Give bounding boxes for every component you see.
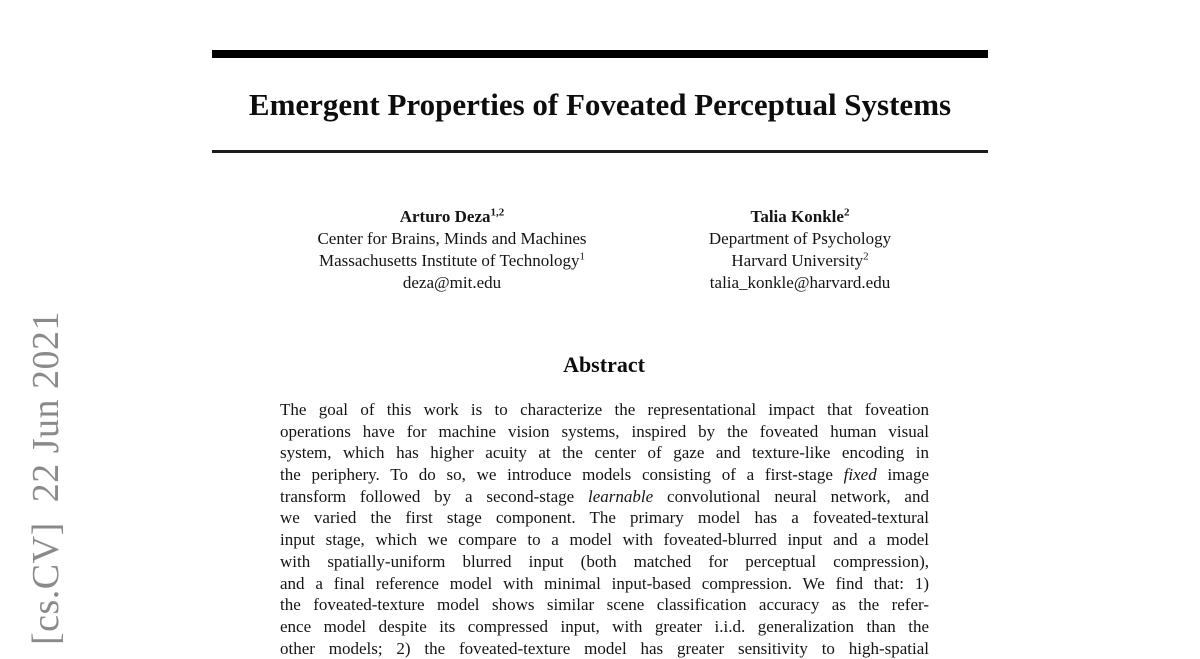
abstract-line: we varied the first stage component. The primary model has a foveated-textural [280, 508, 929, 528]
author-1-department: Center for Brains, Minds and Machines [317, 229, 587, 248]
author-2-institution-text: Harvard University [731, 251, 864, 270]
author-2-email: talia_konkle@harvard.edu [709, 273, 891, 292]
abstract-line: the periphery. To do so, we introduce models consisting of a first-stage fixed image [280, 465, 929, 485]
abstract-line: input stage, which we compare to a model with foveated-blurred input and a model [280, 530, 929, 550]
author-2-institution-superscript: 2 [863, 250, 869, 263]
author-1-institution-superscript: 1 [579, 250, 586, 263]
author-block-1 [272, 206, 632, 294]
abstract-line: and a final reference model with minimal input-based compression. We find that: 1) [280, 573, 929, 593]
abstract-line: The goal of this work is to characterize the representational impact that foveation [280, 400, 929, 419]
abstract-line: transform followed by a second-stage learnable convolutional neural network, and [280, 486, 929, 506]
author-1-name-superscript: 1,2 [490, 206, 505, 219]
abstract-line: operations have for machine vision systems, inspired by the foveated human visual [280, 421, 929, 441]
title-rule-top [212, 50, 988, 58]
author-2-department: Department of Psychology [708, 229, 892, 248]
author-1-name-text: Arturo Deza [399, 207, 491, 226]
author-1-email: deza@mit.edu [402, 273, 502, 292]
abstract-line: the foveated-texture model shows similar scene classification accuracy as the refer- [280, 595, 929, 615]
arxiv-watermark: [cs.CV] 22 Jun 2021 [25, 310, 67, 645]
abstract-body [280, 399, 929, 659]
author-2-name-superscript: 2 [843, 206, 850, 219]
abstract-heading: Abstract [563, 352, 645, 377]
abstract-line: ence model despite its compressed input, with greater i.i.d. generalization than the [280, 616, 929, 636]
abstract-line: system, which has higher acuity at the center of gaze and texture-like encoding in [280, 443, 929, 463]
author-block-2 [640, 206, 960, 294]
author-2-institution [640, 250, 960, 272]
title-rule-bottom [212, 150, 988, 153]
author-1-institution-text: Massachusetts Institute of Technology [318, 251, 580, 270]
abstract-line: with spatially-uniform blurred input (both matched for perceptual compression), [280, 551, 929, 571]
author-1-institution [272, 250, 632, 272]
paper-title: Emergent Properties of Foveated Perceptual Systems [248, 87, 952, 122]
abstract-line: other models; 2) the foveated-texture model has greater sensitivity to high-spatial [280, 638, 929, 658]
author-1-name [272, 206, 632, 228]
author-2-name-text: Talia Konkle [750, 207, 844, 226]
author-2-name [640, 206, 960, 228]
